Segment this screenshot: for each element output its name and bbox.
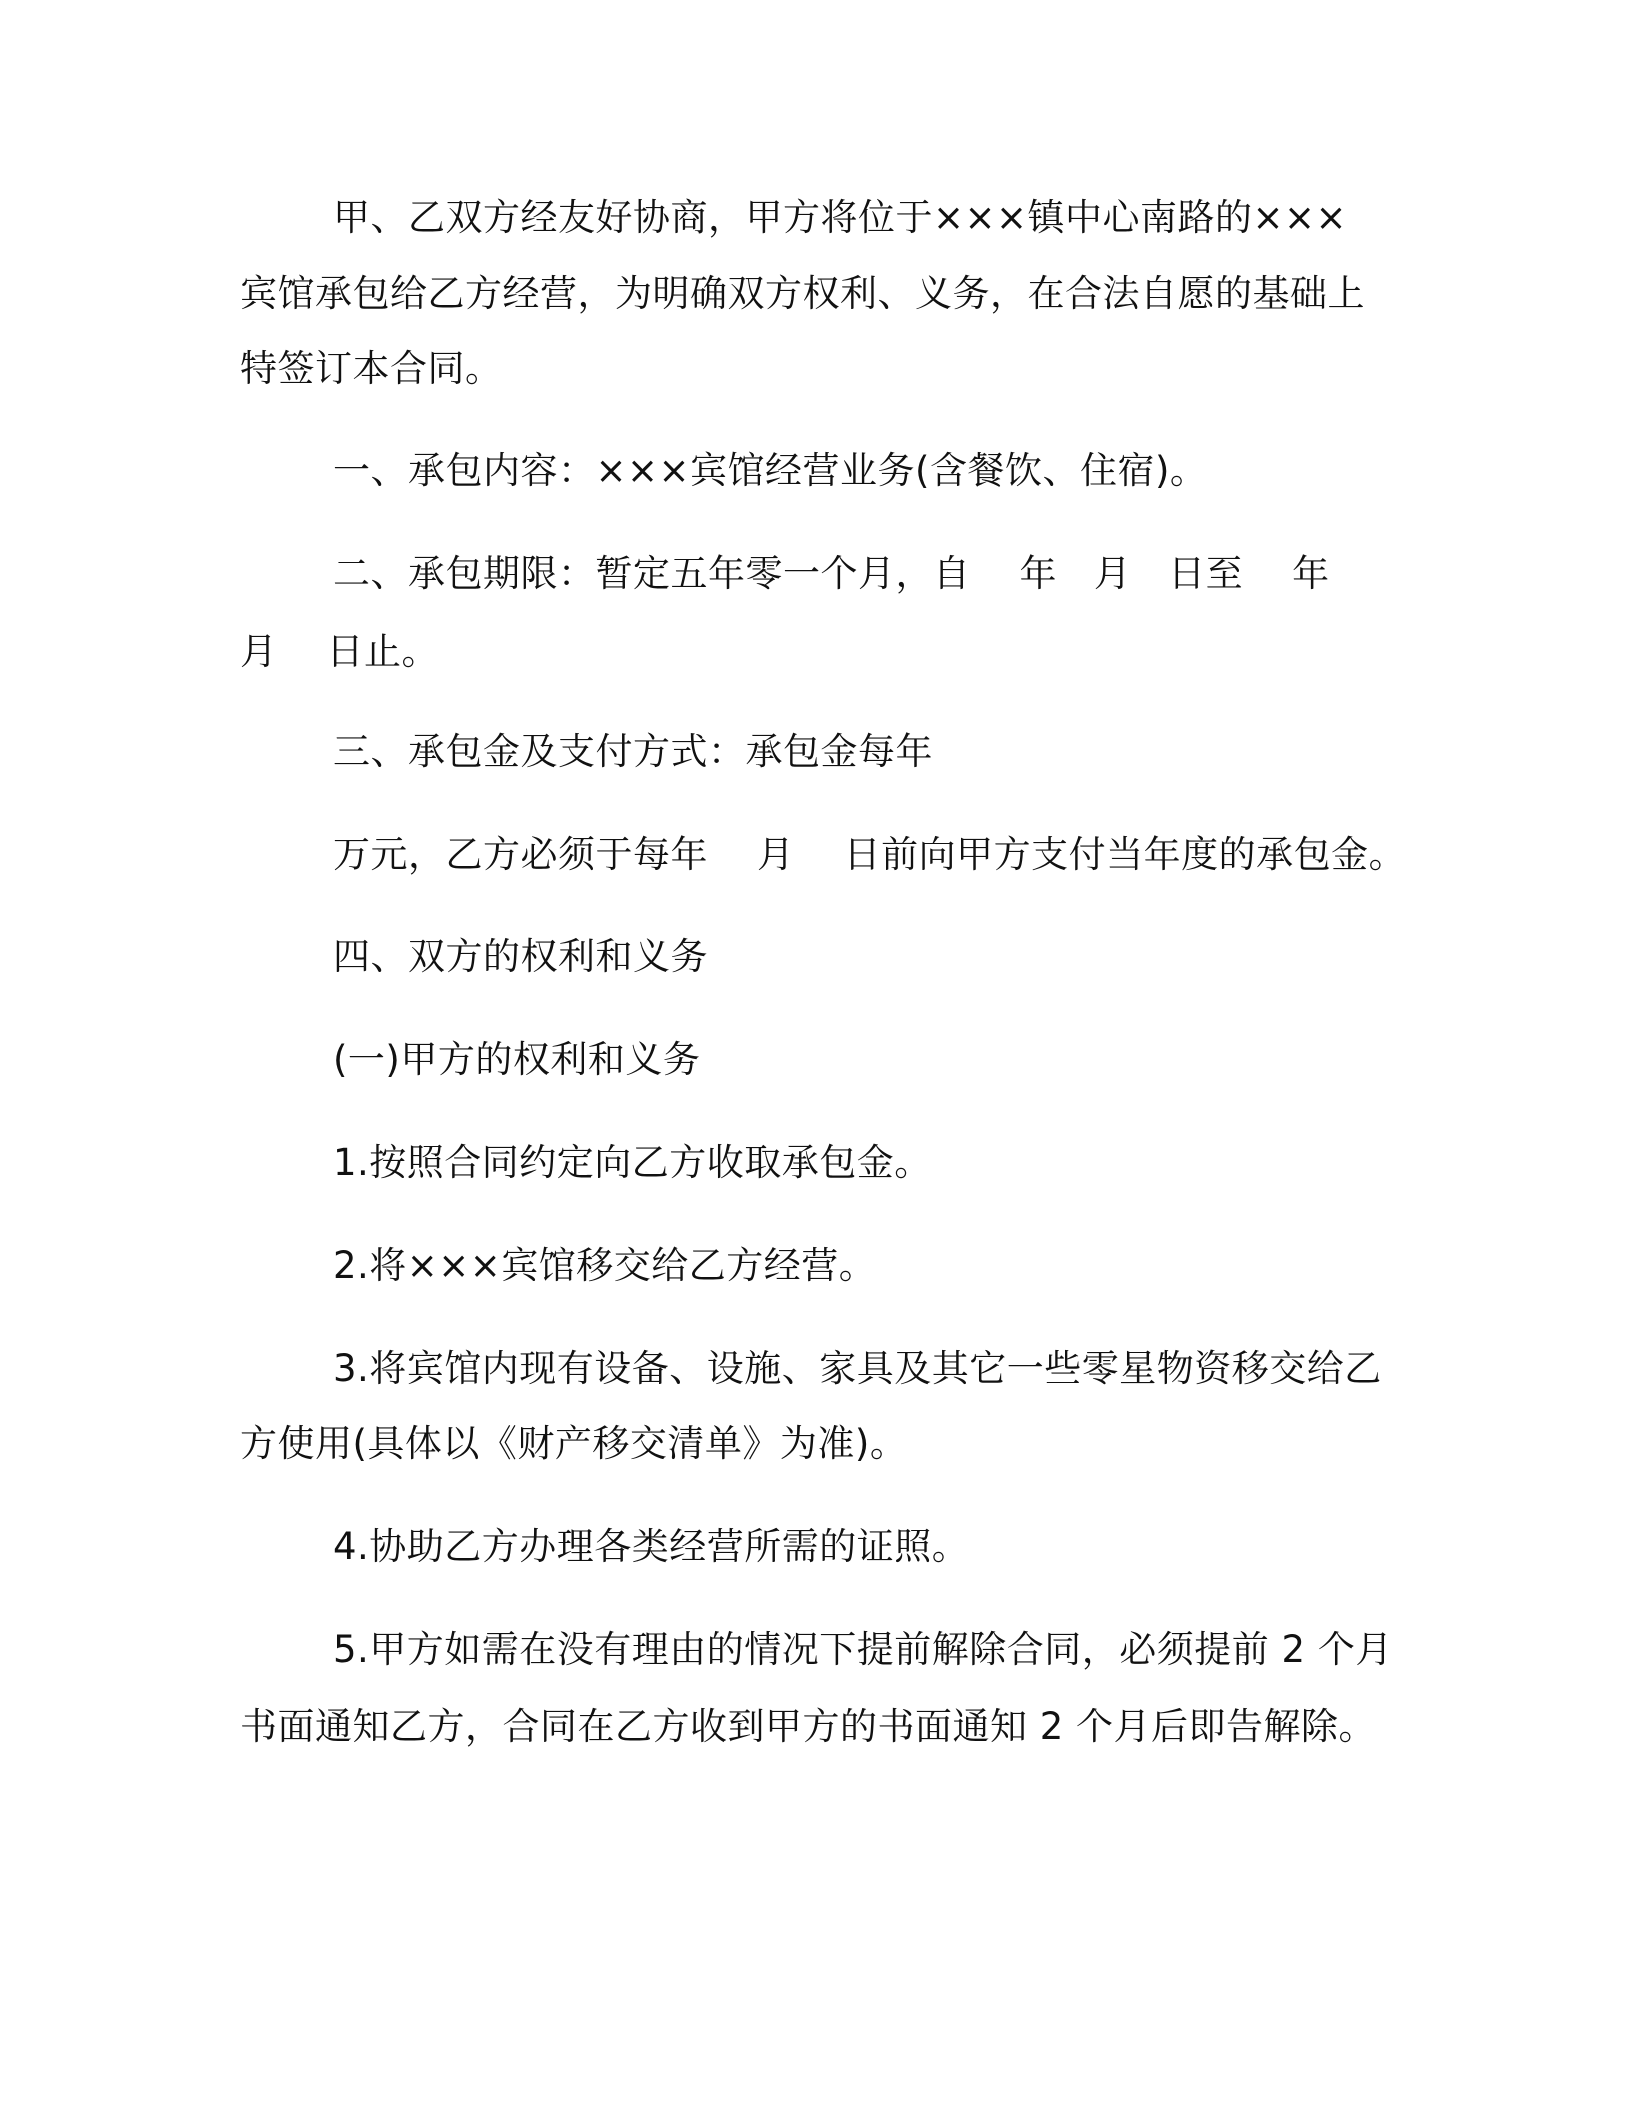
item-3-line-1: 3.将宾馆内现有设备、设施、家具及其它一些零星物资移交给乙 [333, 1347, 1382, 1390]
subsection-1-heading: (一)甲方的权利和义务 [333, 1038, 701, 1081]
item-4: 4.协助乙方办理各类经营所需的证照。 [333, 1525, 970, 1568]
section-2-line-1: 二、承包期限：暂定五年零一个月，自 年 月 日至 年 [333, 552, 1330, 595]
item-3-line-2: 方使用(具体以《财产移交清单》为准)。 [240, 1422, 908, 1465]
section-3-line-1: 三、承包金及支付方式：承包金每年 [333, 730, 933, 773]
item-1: 1.按照合同约定向乙方收取承包金。 [333, 1141, 932, 1184]
section-2-line-2: 月 日止。 [240, 630, 440, 673]
item-5-line-1: 5.甲方如需在没有理由的情况下提前解除合同，必须提前 2 个月 [333, 1628, 1393, 1671]
intro-line-1: 甲、乙双方经友好协商，甲方将位于×××镇中心南路的××× [333, 196, 1348, 239]
section-4-heading: 四、双方的权利和义务 [333, 935, 708, 978]
intro-line-2: 宾馆承包给乙方经营，为明确双方权利、义务，在合法自愿的基础上 [240, 272, 1365, 315]
item-2: 2.将×××宾馆移交给乙方经营。 [333, 1244, 877, 1287]
section-3-line-2: 万元，乙方必须于每年 月 日前向甲方支付当年度的承包金。 [333, 833, 1407, 876]
item-5-line-2: 书面通知乙方，合同在乙方收到甲方的书面通知 2 个月后即告解除。 [240, 1705, 1377, 1748]
section-1-content: 一、承包内容：×××宾馆经营业务(含餐饮、住宿)。 [333, 449, 1208, 492]
intro-line-3: 特签订本合同。 [240, 347, 503, 390]
